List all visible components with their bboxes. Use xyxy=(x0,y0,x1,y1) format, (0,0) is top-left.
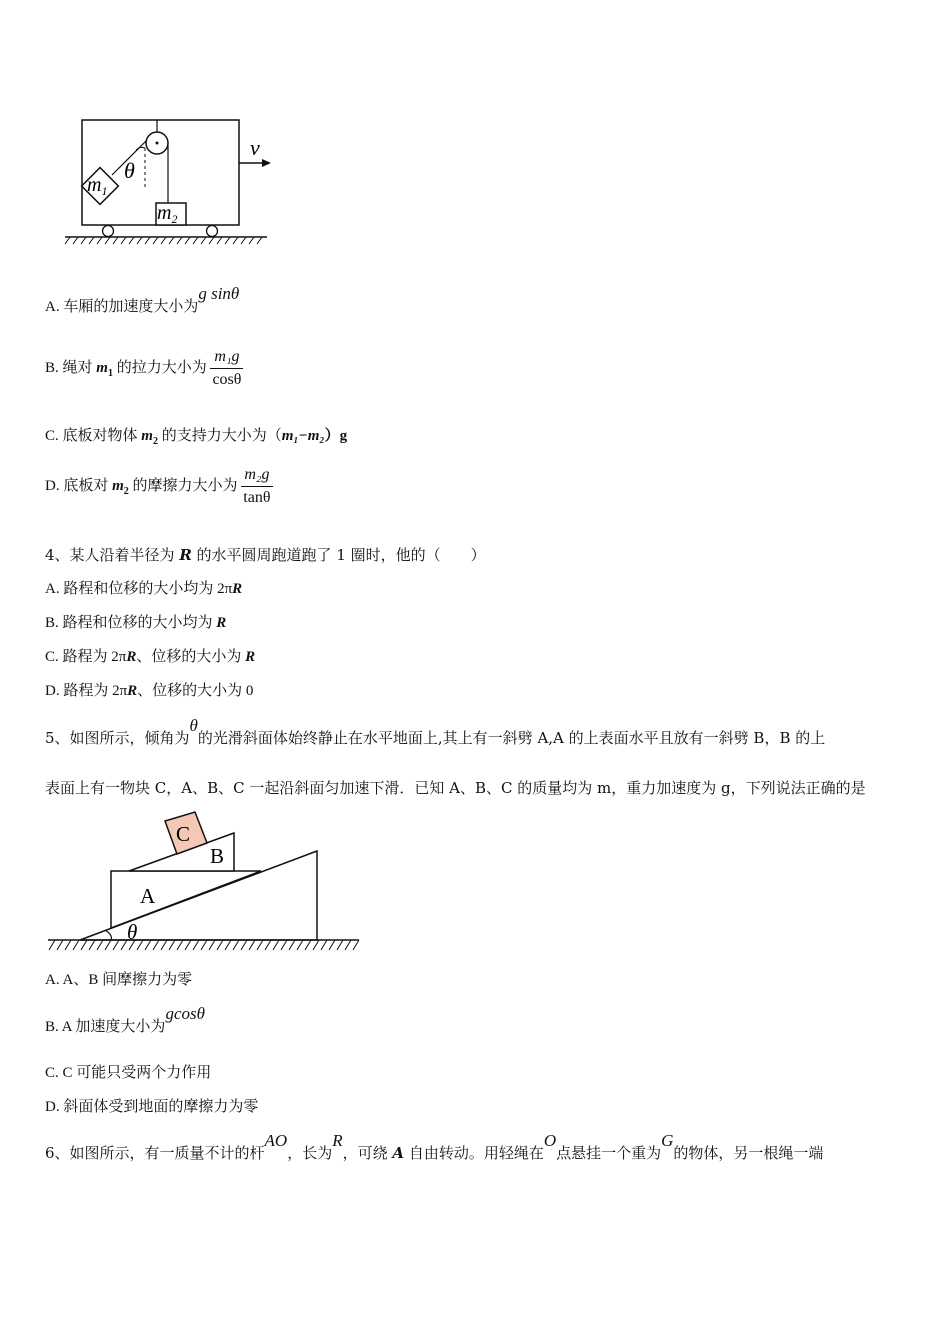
q4-stem: 4、某人沿着半径为 R 的水平圆周跑道跑了 1 圈时，他的（ ） xyxy=(45,546,486,564)
ground-hatch xyxy=(65,237,262,244)
fig1-m2-label: $m_2$ xyxy=(157,202,178,226)
wheel-left xyxy=(103,226,114,237)
q3-option-b[interactable]: B. 绳对 $m_1$ 的拉力大小为 $\frac{\text{m₁g}}{\cos\theta}$ xyxy=(45,344,243,398)
fig1-theta-label: θ xyxy=(124,158,135,183)
fig2-ground-hatch xyxy=(49,940,359,950)
fig2-label-c: C xyxy=(176,822,191,846)
fig2-label-b: B xyxy=(210,844,225,868)
velocity-label: v xyxy=(250,135,260,160)
q4-option-b[interactable]: B. 路程和位移的大小均为 R xyxy=(45,615,227,631)
q3-b-fraction: $\frac{\text{m₁g}}{\cos\theta}$ xyxy=(212,348,242,389)
q3-d-fraction: $\frac{\text{m₂g}}{\tan\theta}$ xyxy=(243,466,271,507)
q4-option-a[interactable]: A. 路程和位移的大小均为 2πR xyxy=(45,581,243,597)
q4-option-d[interactable]: D. 路程为 2πR、位移的大小为 0 xyxy=(45,683,254,699)
q4-option-c[interactable]: C. 路程为 2πR、位移的大小为 R xyxy=(45,649,256,665)
fig1-m1-label: $m_1$ xyxy=(87,174,108,198)
q5-option-a[interactable]: A. A、B 间摩擦力为零 xyxy=(45,972,193,988)
q3-option-d[interactable]: D. 底板对 $m_2$ 的摩擦力大小为 $\frac{\text{m₂g}}{\tan\theta}$ xyxy=(45,462,273,516)
car-pulley-figure xyxy=(60,110,275,250)
q5-b-math: gcosθ xyxy=(165,1004,205,1023)
q3-option-a[interactable]: A. 车厢的加速度大小为g sinθ xyxy=(45,284,240,315)
q5-option-b[interactable]: B. A 加速度大小为gcosθ xyxy=(45,1004,205,1035)
incline-figure xyxy=(45,808,365,956)
q3-option-c[interactable]: C. 底板对物体 $m_2$ 的支持力大小为（m₁−m₂）g xyxy=(45,428,348,447)
wheel-right xyxy=(207,226,218,237)
q5-stem-line1: 5、如图所示，倾角为θ的光滑斜面体始终静止在水平地面上,其上有一斜劈 A,A 的上表面水平且放有一斜劈 B，B 的上 xyxy=(45,716,826,747)
q3-a-math: g sinθ xyxy=(198,284,240,303)
q5-stem-line2: 表面上有一物块 C，A、B、C 一起沿斜面匀加速下滑．已知 A、B、C 的质量均为 m，重力加速度为 g，下列说法正确的是 xyxy=(45,779,866,797)
q5-option-d[interactable]: D. 斜面体受到地面的摩擦力为零 xyxy=(45,1099,259,1115)
fig2-theta-label: θ xyxy=(127,920,138,944)
fig2-label-a: A xyxy=(140,884,156,908)
q5-option-c[interactable]: C. C 可能只受两个力作用 xyxy=(45,1065,212,1081)
pulley-axle xyxy=(156,142,159,145)
q6-stem: 6、如图所示，有一质量不计的杆AO，长为R，可绕 A 自由转动。用轻绳在O点悬挂一个重为G的物体，另一根绳一端 xyxy=(45,1131,824,1162)
